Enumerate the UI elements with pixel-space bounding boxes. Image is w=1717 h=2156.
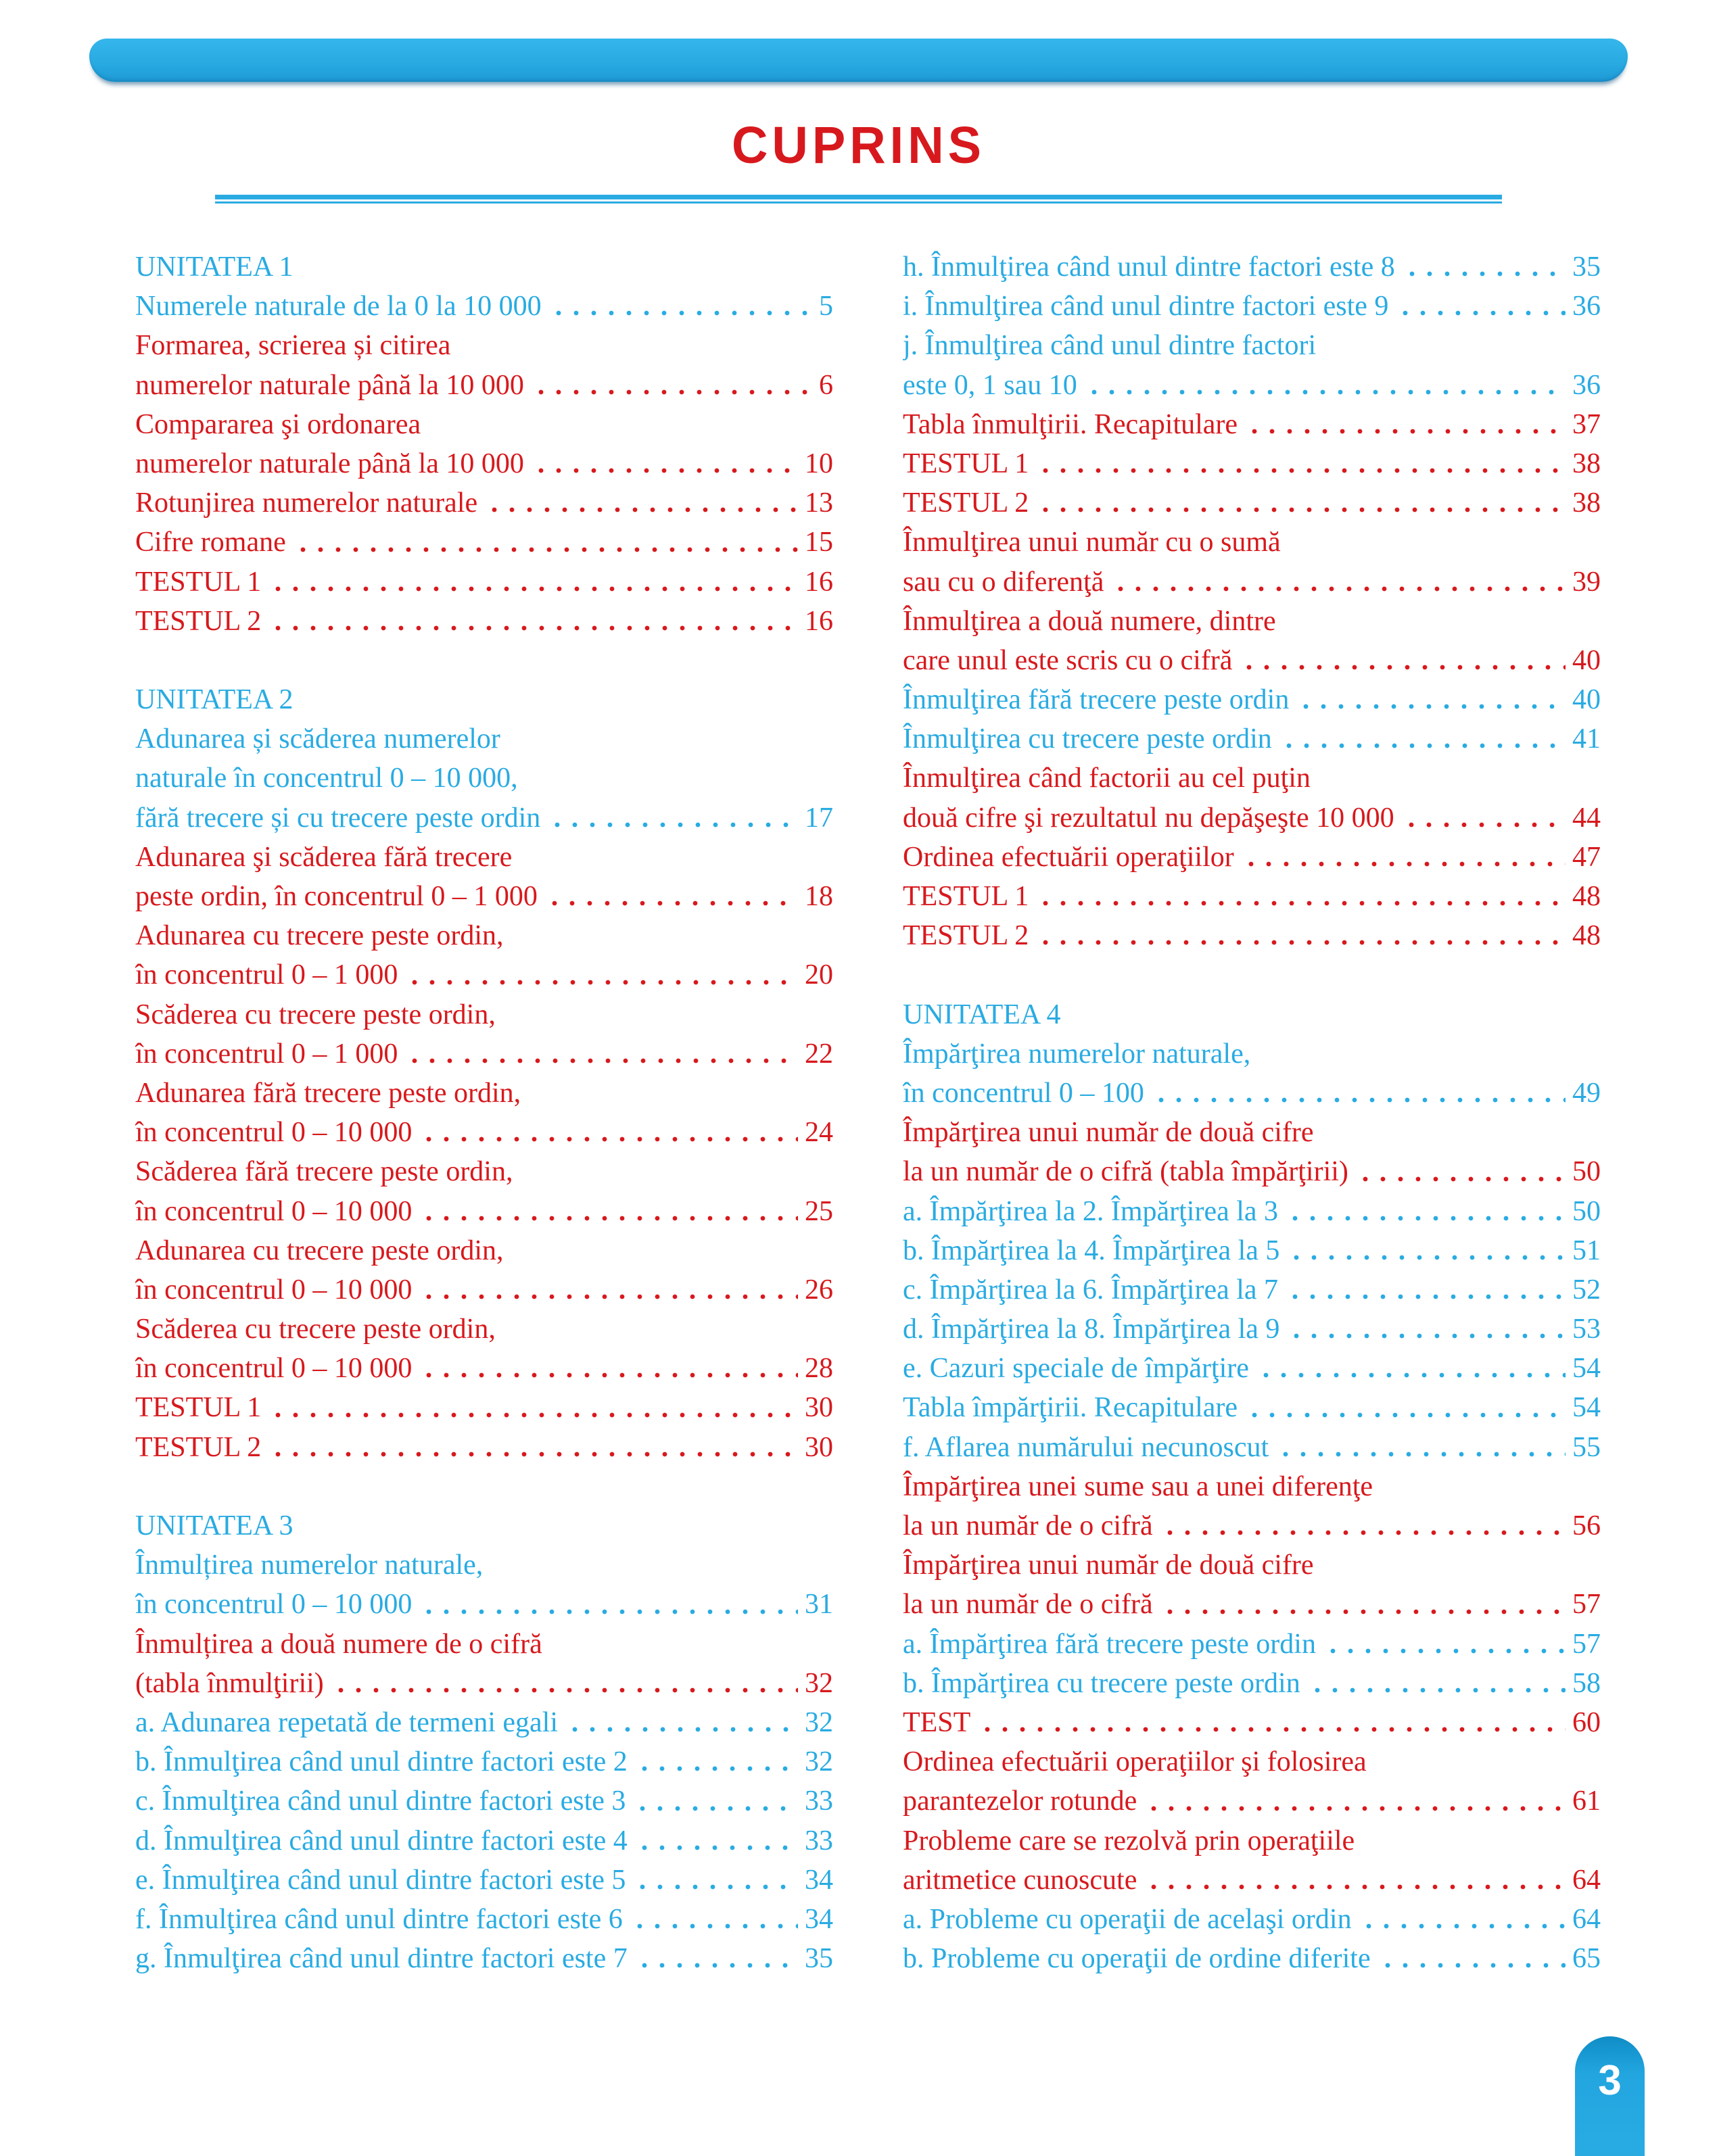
toc-page-number: 51: [1572, 1235, 1601, 1266]
toc-dot-leader: [1037, 916, 1566, 955]
toc-page-number: 34: [805, 1903, 833, 1935]
toc-page-number: 53: [1572, 1314, 1601, 1345]
toc-page-number: 64: [1572, 1864, 1601, 1896]
toc-dot-leader: [1037, 444, 1566, 483]
toc-entry-text: în concentrul 0 – 10 000: [135, 1353, 413, 1385]
toc-entry-text: TESTUL 1: [903, 448, 1029, 479]
toc-entry-text: Scăderea cu trecere peste ordin,: [135, 1314, 496, 1345]
toc-entry-text: TESTUL 1: [135, 566, 262, 598]
toc-dot-leader: [1286, 1192, 1566, 1231]
toc-entry: [135, 444, 833, 483]
toc-entry-text: la un număr de o cifră: [903, 1510, 1153, 1541]
toc-entry-text: b. Împărţirea la 4. Împărţirea la 5: [903, 1235, 1280, 1266]
toc-entry: [135, 1742, 833, 1781]
toc-entry: [135, 405, 833, 444]
toc-entry: [903, 1900, 1601, 1939]
toc-entry-text: g. Înmulţirea când unul dintre factori este 7: [135, 1943, 628, 1975]
toc-entry-text: la un număr de o cifră: [903, 1589, 1153, 1621]
toc-entry-text: Înmulţirea când factorii au cel puţin: [903, 763, 1311, 794]
toc-dot-leader: [1246, 1388, 1566, 1427]
toc-entry: [903, 680, 1601, 719]
toc-dot-leader: [1286, 1270, 1566, 1310]
toc-page-number: 48: [1572, 920, 1601, 952]
toc-entry: [135, 719, 833, 759]
toc-page-number: 35: [1572, 251, 1601, 283]
toc-entry: [903, 1506, 1601, 1546]
toc-entry: [135, 955, 833, 995]
toc-entry: [135, 1585, 833, 1624]
toc-entry-text: Împărţirea numerelor naturale,: [903, 1038, 1251, 1070]
toc-page-number: 49: [1572, 1077, 1601, 1109]
toc-page-number: 41: [1572, 723, 1601, 755]
toc-entry-text: a. Împărţirea la 2. Împărţirea la 3: [903, 1195, 1279, 1227]
toc-page-number: 55: [1572, 1431, 1601, 1463]
toc-entry: [135, 1192, 833, 1231]
toc-entry-text: Tabla înmulţirii. Recapitulare: [903, 408, 1238, 440]
toc-page-number: 36: [1572, 369, 1601, 401]
toc-page-number: 52: [1572, 1274, 1601, 1305]
toc-dot-leader: [294, 523, 798, 562]
page-number-badge: [1575, 2036, 1645, 2156]
toc-entry: [903, 1585, 1601, 1624]
toc-entry: [135, 247, 833, 287]
toc-entry: [135, 562, 833, 602]
toc-entry-text: în concentrul 0 – 10 000: [135, 1117, 413, 1149]
toc-entry: [135, 1388, 833, 1427]
toc-entry-text: Ordinea efectuării operaţiilor şi folosirea: [903, 1746, 1367, 1778]
toc-dot-leader: [548, 798, 798, 838]
toc-entry: [903, 838, 1601, 877]
toc-entry-text: e. Înmulţirea când unul dintre factori este 5: [135, 1864, 626, 1896]
toc-page-number: 30: [805, 1392, 833, 1424]
toc-entry-text: a. Adunarea repetată de termeni egali: [135, 1706, 558, 1738]
toc-dot-leader: [1360, 1900, 1566, 1939]
toc-entry-text: Împărţirea unui număr de două cifre: [903, 1550, 1314, 1581]
toc-entry-text: numerelor naturale până la 10 000: [135, 369, 524, 401]
toc-entry-text: a. Probleme cu operaţii de acelaşi ordin: [903, 1903, 1352, 1935]
toc-entry-text: Ordinea efectuării operaţiilor: [903, 841, 1234, 873]
toc-dot-leader: [1246, 405, 1566, 444]
toc-dot-leader: [636, 1742, 798, 1781]
toc-dot-leader: [420, 1113, 798, 1152]
toc-entry-text: Înmulţirea fără trecere peste ordin: [903, 684, 1290, 716]
toc-dot-leader: [1309, 1664, 1566, 1703]
toc-entry-text: Înmulțirea a două numere de o cifră: [135, 1628, 542, 1660]
toc-entry: [903, 916, 1601, 955]
toc-entry-text: e. Cazuri speciale de împărţire: [903, 1353, 1249, 1385]
toc-dot-leader: [406, 1034, 798, 1074]
toc-page-number: 32: [805, 1746, 833, 1778]
toc-dot-leader: [1297, 680, 1566, 719]
toc-entry-text: în concentrul 0 – 100: [903, 1077, 1144, 1109]
toc-entry: [903, 1428, 1601, 1467]
toc-entry: [903, 1113, 1601, 1152]
toc-entry: [903, 1467, 1601, 1506]
toc-entry: [135, 1781, 833, 1821]
toc-entry-text: TESTUL 2: [135, 605, 262, 637]
toc-page-number: 31: [805, 1589, 833, 1621]
toc-entry: [903, 405, 1601, 444]
toc-entry: [903, 1703, 1601, 1742]
toc-page-number: 64: [1572, 1903, 1601, 1935]
toc-page-number: 57: [1572, 1589, 1601, 1621]
toc-entry: [903, 1781, 1601, 1821]
toc-entry: [903, 1625, 1601, 1664]
toc-entry: [135, 1939, 833, 1978]
toc-entry: [135, 1506, 833, 1546]
title-divider: [215, 195, 1502, 203]
toc-entry: [135, 916, 833, 955]
toc-entry: [903, 562, 1601, 602]
toc-entry: [903, 523, 1601, 562]
toc-page-number: 37: [1572, 408, 1601, 440]
toc-entry: [903, 1821, 1601, 1861]
toc-dot-leader: [1085, 366, 1566, 405]
toc-dot-leader: [1161, 1506, 1566, 1546]
toc-dot-leader: [1145, 1861, 1566, 1900]
toc-page-number: 44: [1572, 802, 1601, 834]
toc-page-number: 20: [805, 959, 833, 991]
toc-entry: [135, 1113, 833, 1152]
toc-entry: [903, 641, 1601, 680]
toc-dot-leader: [1037, 877, 1566, 916]
toc-entry: [903, 444, 1601, 483]
toc-dot-leader: [1288, 1231, 1566, 1270]
toc-entry: [135, 1428, 833, 1467]
toc-columns: [135, 247, 1601, 1978]
toc-entry-text: Tabla împărţirii. Recapitulare: [903, 1392, 1238, 1424]
toc-dot-leader: [550, 287, 812, 326]
toc-entry: [135, 483, 833, 523]
toc-entry-text: în concentrul 0 – 10 000: [135, 1274, 413, 1305]
toc-dot-leader: [406, 955, 798, 995]
toc-entry: [903, 955, 1601, 995]
toc-page-number: 54: [1572, 1392, 1601, 1424]
toc-page-number: 54: [1572, 1353, 1601, 1385]
toc-page-number: 25: [805, 1195, 833, 1227]
toc-entry: [903, 1388, 1601, 1427]
header-bar: [89, 39, 1628, 82]
toc-entry-text: Cifre romane: [135, 527, 286, 558]
toc-entry: [903, 1546, 1601, 1585]
toc-page-number: 48: [1572, 881, 1601, 912]
toc-entry: [135, 798, 833, 838]
toc-dot-leader: [1112, 562, 1566, 602]
toc-entry: [135, 1703, 833, 1742]
toc-entry: [903, 995, 1601, 1034]
toc-entry: [135, 287, 833, 326]
toc-entry-text: UNITATEA 2: [135, 684, 293, 716]
toc-page-number: 24: [805, 1117, 833, 1149]
toc-page-number: 18: [805, 881, 833, 912]
toc-entry: [135, 838, 833, 877]
toc-entry: [135, 1074, 833, 1113]
toc-dot-leader: [636, 1821, 798, 1861]
toc-entry: [135, 1625, 833, 1664]
toc-dot-leader: [1257, 1349, 1566, 1388]
toc-entry-text: în concentrul 0 – 1 000: [135, 959, 398, 991]
toc-entry-text: Împărţirea unui număr de două cifre: [903, 1117, 1314, 1149]
toc-entry-text: Numerele naturale de la 0 la 10 000: [135, 291, 542, 322]
toc-page-number: 60: [1572, 1706, 1601, 1738]
toc-page-number: 61: [1572, 1786, 1601, 1817]
toc-entry: [135, 995, 833, 1034]
toc-dot-leader: [1277, 1428, 1566, 1467]
toc-dot-leader: [486, 483, 798, 523]
toc-entry: [903, 1034, 1601, 1074]
toc-entry: [903, 326, 1601, 365]
toc-entry-text: Adunarea cu trecere peste ordin,: [135, 1235, 504, 1266]
toc-entry: [903, 1270, 1601, 1310]
toc-entry: [903, 1742, 1601, 1781]
toc-entry-text: Rotunjirea numerelor naturale: [135, 487, 478, 519]
toc-page-number: 33: [805, 1825, 833, 1856]
toc-entry: [903, 719, 1601, 759]
toc-entry: [135, 523, 833, 562]
toc-entry-text: în concentrul 0 – 10 000: [135, 1589, 413, 1621]
toc-dot-leader: [269, 1428, 798, 1467]
toc-page-number: 38: [1572, 448, 1601, 479]
toc-dot-leader: [420, 1192, 798, 1231]
toc-page-number: 28: [805, 1353, 833, 1385]
toc-entry-text: sau cu o diferenţă: [903, 566, 1104, 598]
toc-dot-leader: [546, 877, 798, 916]
toc-dot-leader: [1280, 719, 1566, 759]
toc-entry: [903, 1349, 1601, 1388]
toc-entry-text: este 0, 1 sau 10: [903, 369, 1077, 401]
toc-dot-leader: [420, 1349, 798, 1388]
toc-entry: [903, 877, 1601, 916]
toc-page-number: 34: [805, 1864, 833, 1896]
toc-entry-text: Compararea şi ordonarea: [135, 408, 421, 440]
toc-entry-text: TESTUL 2: [903, 920, 1029, 952]
toc-page-number: 10: [805, 448, 833, 479]
toc-page-number: 39: [1572, 566, 1601, 598]
toc-dot-leader: [1396, 287, 1566, 326]
toc-page-number: 13: [805, 487, 833, 519]
toc-entry-text: Scăderea cu trecere peste ordin,: [135, 999, 496, 1030]
toc-entry: [903, 1192, 1601, 1231]
toc-entry-text: Adunarea și scăderea numerelor: [135, 723, 500, 755]
toc-page-number: 6: [819, 369, 833, 401]
toc-entry: [135, 641, 833, 680]
toc-entry: [135, 326, 833, 365]
toc-entry-text: TESTUL 1: [135, 1392, 262, 1424]
toc-entry: [135, 1900, 833, 1939]
toc-entry-text: fără trecere și cu trecere peste ordin: [135, 802, 541, 834]
toc-page-number: 58: [1572, 1667, 1601, 1699]
toc-page-number: 32: [805, 1706, 833, 1738]
toc-entry-text: Probleme care se rezolvă prin operaţiile: [903, 1825, 1355, 1856]
toc-page-number: 16: [805, 566, 833, 598]
toc-left-column: [135, 247, 833, 1978]
toc-entry: [135, 1664, 833, 1703]
toc-entry-text: UNITATEA 1: [135, 251, 293, 283]
toc-page-number: 40: [1572, 644, 1601, 676]
toc-entry: [135, 1349, 833, 1388]
toc-entry-text: în concentrul 0 – 10 000: [135, 1195, 413, 1227]
toc-entry-text: c. Împărţirea la 6. Împărţirea la 7: [903, 1274, 1279, 1305]
toc-entry: [903, 1074, 1601, 1113]
toc-entry: [903, 1152, 1601, 1191]
toc-entry-text: d. Înmulţirea când unul dintre factori este 4: [135, 1825, 628, 1856]
toc-entry-text: în concentrul 0 – 1 000: [135, 1038, 398, 1070]
toc-entry: [903, 1664, 1601, 1703]
toc-entry-text: TESTUL 2: [135, 1431, 262, 1463]
toc-entry-text: Înmulţirea a două numere, dintre: [903, 605, 1276, 637]
toc-entry-text: Adunarea fără trecere peste ordin,: [135, 1077, 521, 1109]
toc-dot-leader: [1242, 838, 1566, 877]
toc-right-column: [903, 247, 1601, 1978]
toc-entry: [135, 1310, 833, 1349]
toc-dot-leader: [631, 1900, 798, 1939]
toc-entry-text: f. Aflarea numărului necunoscut: [903, 1431, 1269, 1463]
toc-entry: [135, 602, 833, 641]
toc-dot-leader: [1379, 1939, 1566, 1978]
toc-dot-leader: [1152, 1074, 1566, 1113]
toc-entry-text: Formarea, scrierea și citirea: [135, 330, 451, 362]
toc-entry: [903, 1861, 1601, 1900]
toc-page-number: 22: [805, 1038, 833, 1070]
toc-page-number: 56: [1572, 1510, 1601, 1541]
toc-entry-text: UNITATEA 3: [135, 1510, 293, 1541]
toc-entry: [135, 1034, 833, 1074]
toc-entry-text: f. Înmulţirea când unul dintre factori este 6: [135, 1903, 623, 1935]
toc-dot-leader: [532, 366, 812, 405]
toc-entry-text: două cifre şi rezultatul nu depăşeşte 10 000: [903, 802, 1394, 834]
toc-page-number: 36: [1572, 291, 1601, 322]
toc-entry: [903, 247, 1601, 287]
toc-entry: [135, 1821, 833, 1861]
toc-dot-leader: [636, 1939, 798, 1978]
toc-entry: [903, 483, 1601, 523]
toc-entry: [903, 1310, 1601, 1349]
toc-entry: [903, 602, 1601, 641]
toc-entry: [903, 366, 1601, 405]
toc-page-number: 5: [819, 291, 833, 322]
toc-dot-leader: [566, 1703, 798, 1742]
toc-entry-text: Adunarea şi scăderea fără trecere: [135, 841, 513, 873]
toc-dot-leader: [420, 1585, 798, 1624]
toc-entry: [135, 1861, 833, 1900]
toc-entry: [903, 798, 1601, 838]
toc-page-number: 17: [805, 802, 833, 834]
toc-page-number: 30: [805, 1431, 833, 1463]
toc-page-number: 33: [805, 1786, 833, 1817]
toc-entry-text: naturale în concentrul 0 – 10 000,: [135, 763, 518, 794]
toc-entry-text: b. Probleme cu operaţii de ordine diferite: [903, 1943, 1371, 1975]
toc-dot-leader: [634, 1781, 798, 1821]
toc-entry-text: i. Înmulţirea când unul dintre factori este 9: [903, 291, 1389, 322]
toc-page-number: 32: [805, 1667, 833, 1699]
toc-entry-text: TESTUL 2: [903, 487, 1029, 519]
toc-entry-text: Împărţirea unei sume sau a unei diferenţe: [903, 1470, 1373, 1502]
toc-entry: [135, 366, 833, 405]
toc-dot-leader: [1403, 247, 1566, 287]
toc-entry: [135, 1546, 833, 1585]
toc-entry-text: numerelor naturale până la 10 000: [135, 448, 524, 479]
toc-dot-leader: [634, 1861, 798, 1900]
toc-dot-leader: [1403, 798, 1566, 838]
toc-page-number: 65: [1572, 1943, 1601, 1975]
toc-dot-leader: [1324, 1625, 1566, 1664]
toc-dot-leader: [1288, 1310, 1566, 1349]
toc-dot-leader: [1145, 1781, 1566, 1821]
toc-entry: [135, 680, 833, 719]
toc-entry: [903, 1231, 1601, 1270]
toc-entry-text: TESTUL 1: [903, 881, 1029, 912]
toc-entry-text: h. Înmulţirea când unul dintre factori este 8: [903, 251, 1395, 283]
toc-entry: [135, 1270, 833, 1310]
toc-entry-text: Înmulţirea cu trecere peste ordin: [903, 723, 1272, 755]
toc-page-number: 50: [1572, 1195, 1601, 1227]
toc-entry-text: a. Împărţirea fără trecere peste ordin: [903, 1628, 1316, 1660]
toc-entry-text: TEST: [903, 1706, 971, 1738]
toc-dot-leader: [532, 444, 798, 483]
toc-page-number: 16: [805, 605, 833, 637]
toc-page-number: 15: [805, 527, 833, 558]
toc-entry-text: d. Împărţirea la 8. Împărţirea la 9: [903, 1314, 1280, 1345]
toc-page-number: 35: [805, 1943, 833, 1975]
toc-entry: [903, 759, 1601, 798]
toc-entry: [903, 287, 1601, 326]
toc-entry-text: peste ordin, în concentrul 0 – 1 000: [135, 881, 538, 912]
toc-page-number: 57: [1572, 1628, 1601, 1660]
toc-entry-text: UNITATEA 4: [903, 999, 1061, 1030]
toc-dot-leader: [420, 1270, 798, 1310]
toc-dot-leader: [332, 1664, 798, 1703]
toc-dot-leader: [1037, 483, 1566, 523]
toc-page-number: 50: [1572, 1156, 1601, 1188]
toc-entry-text: c. Înmulţirea când unul dintre factori este 3: [135, 1786, 626, 1817]
toc-entry-text: b. Împărţirea cu trecere peste ordin: [903, 1667, 1300, 1699]
toc-dot-leader: [1161, 1585, 1566, 1624]
toc-dot-leader: [1357, 1152, 1566, 1191]
toc-dot-leader: [1240, 641, 1566, 680]
toc-entry: [135, 1467, 833, 1506]
toc-dot-leader: [979, 1703, 1566, 1742]
toc-entry: [903, 1939, 1601, 1978]
toc-page-number: 47: [1572, 841, 1601, 873]
toc-page-number: 38: [1572, 487, 1601, 519]
toc-entry-text: parantezelor rotunde: [903, 1786, 1137, 1817]
toc-page-number: 26: [805, 1274, 833, 1305]
toc-dot-leader: [269, 602, 798, 641]
toc-entry-text: Scăderea fără trecere peste ordin,: [135, 1156, 513, 1188]
toc-entry-text: b. Înmulţirea când unul dintre factori este 2: [135, 1746, 628, 1778]
page-title: CUPRINS: [731, 116, 986, 174]
toc-entry: [135, 759, 833, 798]
toc-page-number: 40: [1572, 684, 1601, 716]
toc-entry-text: Înmulțirea numerelor naturale,: [135, 1550, 484, 1581]
toc-entry-text: Înmulţirea unui număr cu o sumă: [903, 527, 1281, 558]
toc-dot-leader: [269, 562, 798, 602]
toc-dot-leader: [269, 1388, 798, 1427]
toc-entry-text: care unul este scris cu o cifră: [903, 644, 1233, 676]
page-number: 3: [1598, 2057, 1622, 2104]
toc-entry-text: (tabla înmulţirii): [135, 1667, 324, 1699]
toc-entry: [135, 1152, 833, 1191]
toc-entry: [135, 877, 833, 916]
toc-entry-text: la un număr de o cifră (tabla împărţirii): [903, 1156, 1348, 1188]
toc-entry-text: j. Înmulţirea când unul dintre factori: [903, 330, 1317, 362]
toc-entry: [135, 1231, 833, 1270]
toc-entry-text: aritmetice cunoscute: [903, 1864, 1137, 1896]
toc-entry-text: Adunarea cu trecere peste ordin,: [135, 920, 504, 952]
